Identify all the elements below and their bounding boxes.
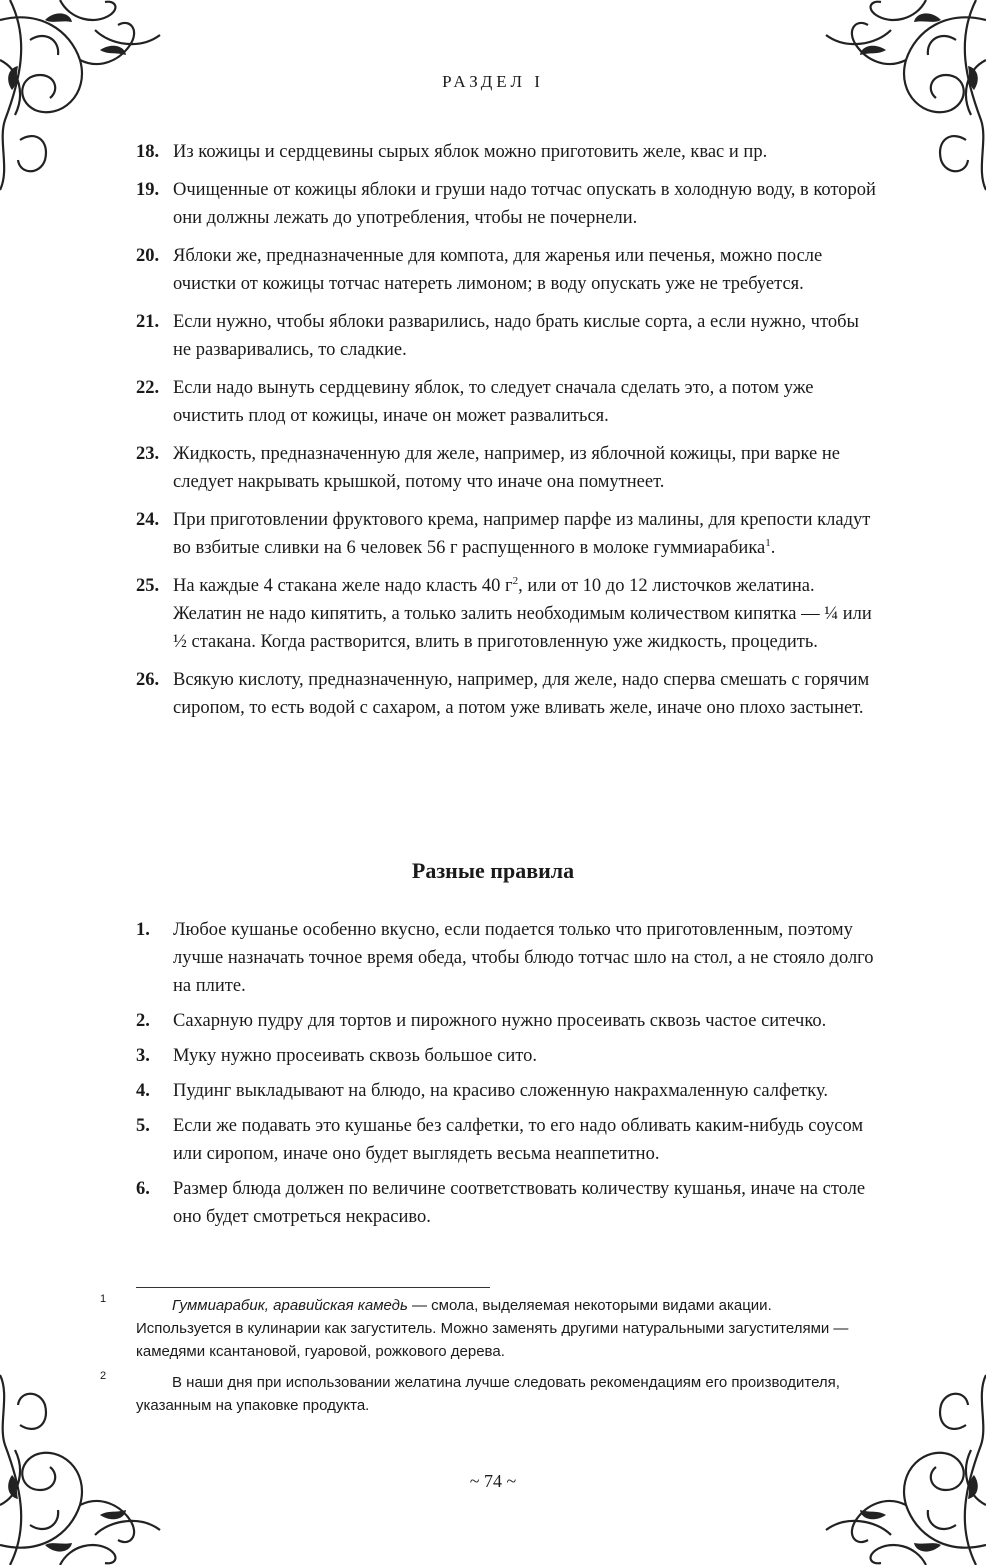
item-text-tail: , или от 10 до 12 листочков желатина. Желатин не надо кипятить, а только залить необходимым количеством кипятка — ¼ или ½ стакана. Когда растворится, влить в приготовленную уже жидкость, процедить. bbox=[173, 576, 872, 652]
item-text: Из кожицы и сердцевины сырых яблок можно приготовить желе, квас и пр. bbox=[173, 142, 768, 162]
footnote-text: В наши дня при использовании желатина лучше следовать рекомендациям его производителя, указанным на упаковке продукта. bbox=[136, 1374, 840, 1414]
footnote-term: Гуммиарабик, аравийская камедь bbox=[172, 1297, 408, 1314]
item-text: Муку нужно просеивать сквозь большое сито. bbox=[173, 1046, 537, 1066]
list-item bbox=[136, 1042, 876, 1070]
footnote-ref-2[interactable]: 2 bbox=[512, 574, 519, 587]
list-item bbox=[136, 572, 876, 656]
list-item bbox=[136, 666, 876, 722]
footnote-divider bbox=[136, 1287, 490, 1288]
list-item bbox=[136, 374, 876, 430]
item-text: Очищенные от кожицы яблоки и груши надо тотчас опускать в холодную воду, в которой они должны лежать до употребления, чтобы не почернели. bbox=[173, 180, 876, 228]
item-text: Сахарную пудру для тортов и пирожного нужно просеивать сквозь частое ситечко. bbox=[173, 1011, 827, 1031]
item-number: 5. bbox=[136, 1116, 150, 1136]
item-number: 3. bbox=[136, 1046, 150, 1066]
item-number: 2. bbox=[136, 1011, 150, 1031]
item-number: 21. bbox=[136, 312, 160, 332]
item-text: Пудинг выкладывают на блюдо, на красиво сложенную накрахмаленную салфетку. bbox=[173, 1081, 829, 1101]
item-text-tail: . bbox=[770, 538, 776, 558]
item-text: Любое кушанье особенно вкусно, если подается только что приготовленным, поэтому лучше назначать точное время обеда, чтобы блюдо тотчас шло на стол, а не стояло долго на плите. bbox=[173, 920, 874, 996]
item-text-main: При приготовлении фруктового крема, например парфе из малины, для крепости кладут во взбитые сливки на 6 человек 56 г распущенного в молоке гуммиарабика bbox=[173, 510, 871, 558]
rules-list bbox=[136, 138, 876, 732]
footnote-2 bbox=[100, 1370, 856, 1417]
footnote-mark: 1 bbox=[100, 1293, 107, 1305]
item-text: Размер блюда должен по величине соответствовать количеству кушанья, иначе на столе оно будет смотреться некрасиво. bbox=[173, 1179, 866, 1227]
list-item bbox=[136, 1112, 876, 1168]
item-text bbox=[173, 572, 876, 656]
footnote-text: — смола, выделяемая некоторыми видами акации. Используется в кулинарии как загуститель. Можно заменять другими натуральными загустителями — камедями ксантановой, гуаровой, рожкового дерева. bbox=[136, 1297, 849, 1360]
item-text: Всякую кислоту, предназначенную, например, для желе, надо сперва смешать с горячим сиропом, то есть водой с сахаром, а потом уже вливать желе, иначе оно плохо застынет. bbox=[173, 670, 870, 718]
item-text-main: На каждые 4 стакана желе надо класть 40 г bbox=[173, 576, 513, 596]
item-text: Жидкость, предназначенную для желе, например, из яблочной кожицы, при варке не следует накрывать крышкой, потому что иначе она помутнеет. bbox=[173, 444, 841, 492]
footnote-1 bbox=[100, 1293, 856, 1363]
list-item bbox=[136, 1077, 876, 1105]
item-number: 20. bbox=[136, 246, 160, 266]
item-text: Если нужно, чтобы яблоки разварились, надо брать кислые сорта, а если нужно, чтобы не разваривались, то сладкие. bbox=[173, 312, 859, 360]
footnote-mark: 2 bbox=[100, 1370, 107, 1382]
list-item bbox=[136, 176, 876, 232]
item-number: 25. bbox=[136, 576, 160, 596]
list-item bbox=[136, 308, 876, 364]
list-item bbox=[136, 916, 876, 1000]
list-item bbox=[136, 138, 876, 166]
item-number: 18. bbox=[136, 142, 160, 162]
item-number: 6. bbox=[136, 1179, 150, 1199]
item-number: 19. bbox=[136, 180, 160, 200]
item-number: 23. bbox=[136, 444, 160, 464]
misc-rules-list bbox=[136, 916, 876, 1238]
item-number: 24. bbox=[136, 510, 160, 530]
item-text: Если же подавать это кушанье без салфетки, то его надо обливать каким-нибудь соусом или сиропом, иначе оно будет выглядеть весьма неаппетитно. bbox=[173, 1116, 864, 1164]
item-number: 26. bbox=[136, 670, 160, 690]
list-item bbox=[136, 1175, 876, 1231]
item-number: 1. bbox=[136, 920, 150, 940]
item-text: Яблоки же, предназначенные для компота, для жаренья или печенья, можно после очистки от кожицы тотчас натереть лимоном; в воду опускать уже не требуется. bbox=[173, 246, 823, 294]
item-number: 4. bbox=[136, 1081, 150, 1101]
item-text: Если надо вынуть сердцевину яблок, то следует сначала сделать это, а потом уже очистить плод от кожицы, иначе он может развалиться. bbox=[173, 378, 814, 426]
list-item bbox=[136, 440, 876, 496]
page-number: ~ 74 ~ bbox=[469, 1471, 517, 1491]
list-item bbox=[136, 242, 876, 298]
running-head: РАЗДЕЛ I bbox=[442, 72, 544, 91]
footnote-ref-1[interactable]: 1 bbox=[765, 536, 771, 549]
item-number: 22. bbox=[136, 378, 160, 398]
list-item bbox=[136, 506, 876, 562]
section-title: Разные правила bbox=[411, 858, 575, 883]
item-text bbox=[173, 506, 876, 562]
footnotes bbox=[100, 1293, 856, 1425]
list-item bbox=[136, 1007, 876, 1035]
